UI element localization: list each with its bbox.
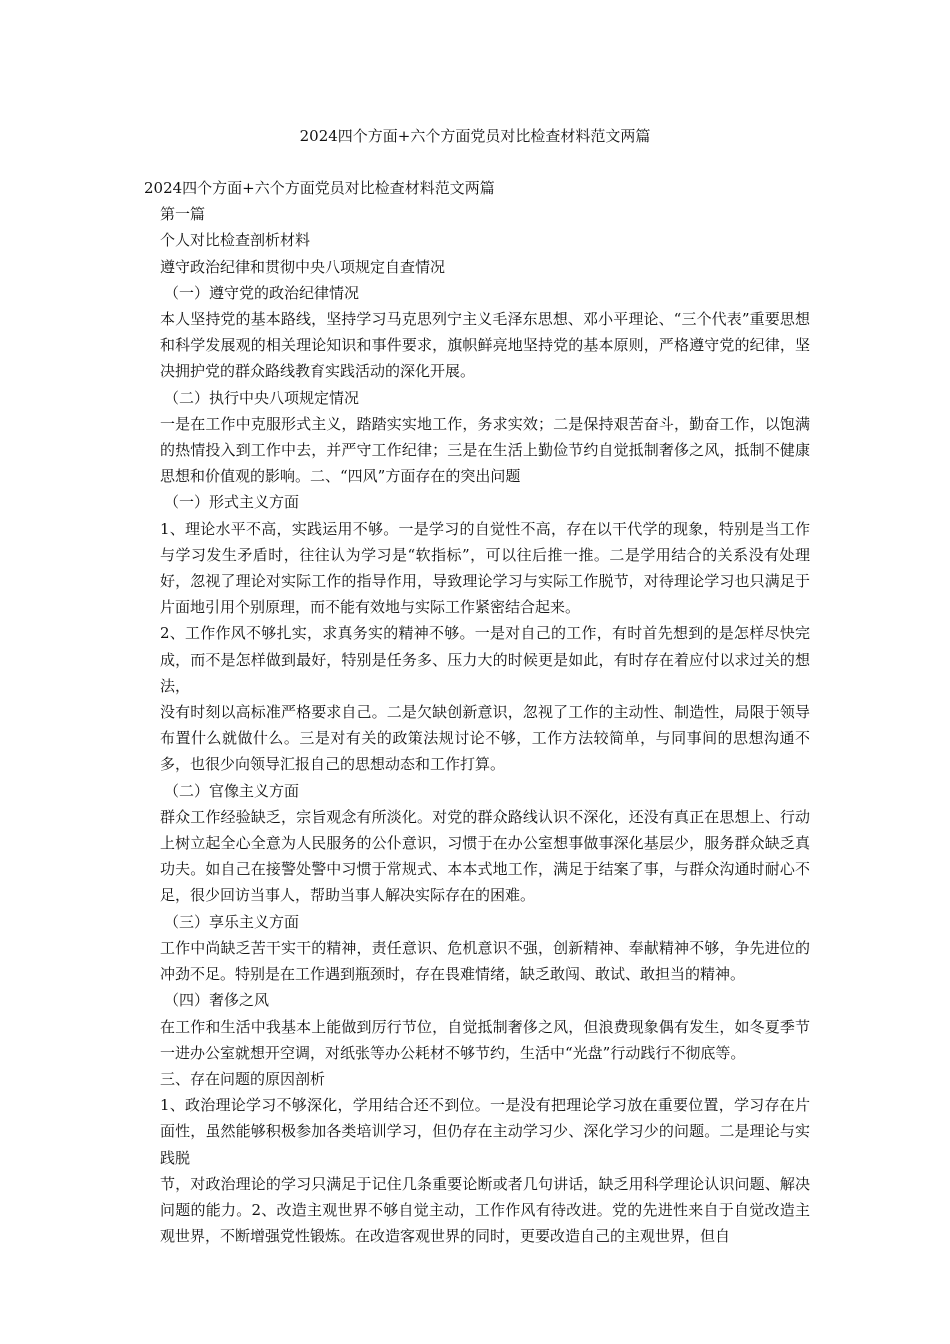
section-heading: （三）享乐主义方面 xyxy=(164,912,300,931)
paragraph: 一是在工作中克服形式主义，踏踏实实地工作，务求实效；二是保持艰苦奋斗，勤奋工作，以饱满的热情投入到工作中去，并严守工作纪律；三是在生活上勤俭节约自觉抵制奢侈之风，抵制不健康思想和价值观的影响。二、“四风”方面存在的突出问题 xyxy=(160,414,810,486)
paragraph: 2、工作作风不够扎实，求真务实的精神不够。一是对自己的工作，有时首先想到的是怎样尽快完成，而不是怎样做到最好，特别是任务多、压力大的时候更是如此，有时存在着应付以求过关的想法， xyxy=(160,624,810,695)
paragraph: 没有时刻以高标准严格要求自己。二是欠缺创新意识，忽视了工作的主动性、制造性，局限于领导布置什么就做什么。三是对有关的政策法规讨论不够，工作方法较简单，与同事间的思想沟通不多，也很少向领导汇报自己的思想动态和工作打算。 xyxy=(160,703,810,774)
paragraph: 本人坚持党的基本路线，坚持学习马克思列宁主义毛泽东思想、邓小平理论、“三个代表”重要思想和科学发展观的相关理论知识和事件要求，旗帜鲜亮地坚持党的基本原则，严格遵守党的纪律，坚决拥护党的群众路线教育实践活动的深化开展。 xyxy=(160,310,810,381)
paragraph: 节，对政治理论的学习只满足于记住几条重要论断或者几句讲话，缺乏用科学理论认识问题、解决问题的能力。2、改造主观世界不够自觉主动，工作作风有待改进。党的先进性来自于自觉改造主观世界，不断增强党性锻炼。在改造客观世界的同时，更要改造自己的主观世界，但自 xyxy=(160,1174,810,1246)
sub-title: 个人对比检查剖析材料 xyxy=(160,231,311,250)
paragraph: 1、政治理论学习不够深化，学用结合还不到位。一是没有把理论学习放在重要位置，学习存在片面性，虽然能够积极参加各类培训学习，但仍存在主动学习少、深化学习少的问题。二是理论与实践脱 xyxy=(160,1096,810,1167)
document-body xyxy=(144,175,810,1249)
paragraph: 1、理论水平不高，实践运用不够。一是学习的自觉性不高，存在以干代学的现象，特别是当工作与学习发生矛盾时，往往认为学习是“软指标”，可以往后推一推。二是学用结合的关系没有处理好，忽视了理论对实际工作的指导作用，导致理论学习与实际工作脱节，对待理论学习也只满足于片面地引用个别原理，而不能有效地与实际工作紧密结合起来。 xyxy=(160,519,810,617)
part-label: 第一篇 xyxy=(160,205,206,224)
paragraph: 群众工作经验缺乏，宗旨观念有所淡化。对党的群众路线认识不深化，还没有真正在思想上、行动上树立起全心全意为人民服务的公仆意识，习惯于在办公室想事做事深化基层少，服务群众缺乏真功夫。如自己在接警处警中习惯于常规式、本本式地工作，满足于结案了事，与群众沟通时耐心不足，很少回访当事人，帮助当事人解决实际存在的困难。 xyxy=(160,807,810,905)
section-heading: （一）形式主义方面 xyxy=(164,493,300,512)
section-heading: 三、存在问题的原因剖析 xyxy=(160,1069,326,1088)
content-heading: 2024四个方面+六个方面党员对比检查材料范文两篇 xyxy=(144,179,495,197)
document-title: 2024四个方面+六个方面党员对比检查材料范文两篇 xyxy=(299,127,651,145)
section-title: 遵守政治纪律和贯彻中央八项规定自查情况 xyxy=(160,257,446,276)
section-heading: （二）官像主义方面 xyxy=(164,781,300,800)
paragraph: 工作中尚缺乏苦干实干的精神，责任意识、危机意识不强，创新精神、奉献精神不够，争先进位的冲劲不足。特别是在工作遇到瓶颈时，存在畏难情绪，缺乏敢闯、敢试、敢担当的精神。 xyxy=(160,938,810,984)
section-heading: （一）遵守党的政治纪律情况 xyxy=(164,283,360,302)
section-heading: （四）奢侈之风 xyxy=(164,991,270,1010)
section-heading: （二）执行中央八项规定情况 xyxy=(164,388,360,407)
paragraph: 在工作和生活中我基本上能做到厉行节位，自觉抵制奢侈之风，但浪费现象偶有发生，如冬夏季节一进办公室就想开空调，对纸张等办公耗材不够节约，生活中“光盘”行动践行不彻底等。 xyxy=(160,1017,810,1062)
